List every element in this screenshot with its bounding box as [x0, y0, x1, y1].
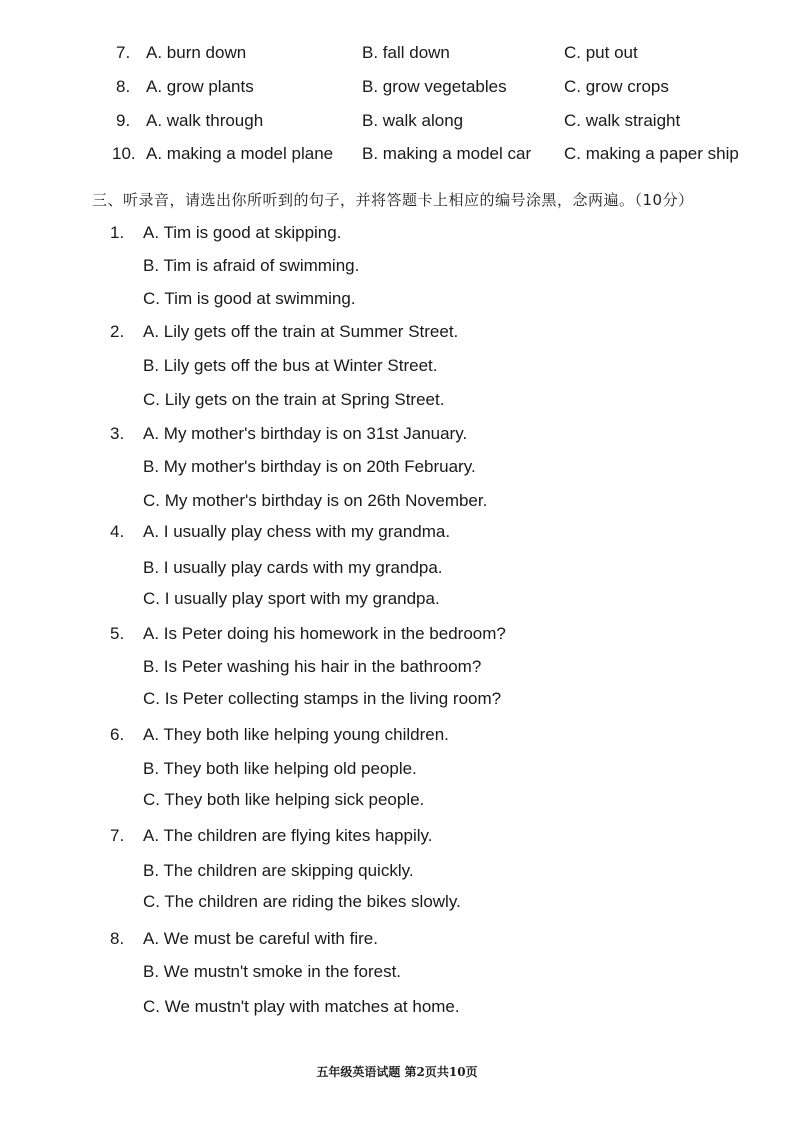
option-c: C. We mustn't play with matches at home.: [143, 997, 460, 1016]
question-number: 6.: [110, 725, 125, 744]
option-c: C. They both like helping sick people.: [143, 790, 425, 809]
option-a: A. walk through: [146, 111, 264, 130]
option-b: B. Tim is afraid of swimming.: [143, 256, 360, 275]
question-number: 2.: [110, 322, 125, 341]
question-number: 7.: [110, 826, 125, 845]
option-a: A. making a model plane: [146, 144, 334, 163]
option-a: A. Is Peter doing his homework in the bedroom?: [143, 624, 506, 643]
option-a: A. My mother's birthday is on 31st January.: [143, 424, 468, 443]
option-c: C. I usually play sport with my grandpa.: [143, 589, 440, 608]
question-number: 3.: [110, 424, 125, 443]
option-c: C. put out: [564, 43, 638, 62]
option-c: C. grow crops: [564, 77, 669, 96]
item-number: 7.: [116, 43, 131, 62]
section-3-title: 三、听录音，请选出你所听到的句子，并将答题卡上相应的编号涂黑，念两遍。（10分）: [92, 191, 694, 209]
item-number: 9.: [116, 111, 131, 130]
item-number: 10.: [112, 144, 136, 163]
option-b: B. The children are skipping quickly.: [143, 861, 414, 880]
option-a: A. I usually play chess with my grandma.: [143, 522, 451, 541]
option-b: B. fall down: [362, 43, 450, 62]
option-a: A. We must be careful with fire.: [143, 929, 378, 948]
option-c: C. Tim is good at swimming.: [143, 289, 356, 308]
option-c: C. making a paper ship: [564, 144, 739, 163]
option-a: A. They both like helping young children.: [143, 725, 449, 744]
item-number: 8.: [116, 77, 131, 96]
option-c: C. Lily gets on the train at Spring Street.: [143, 390, 445, 409]
option-b: B. My mother's birthday is on 20th February.: [143, 457, 476, 476]
option-b: B. Is Peter washing his hair in the bathroom?: [143, 657, 482, 676]
option-b: B. I usually play cards with my grandpa.: [143, 558, 443, 577]
option-a: A. Tim is good at skipping.: [143, 223, 342, 242]
page-footer: 五年级英语试题 第2页共10页: [316, 1065, 478, 1079]
question-number: 5.: [110, 624, 125, 643]
option-c: C. walk straight: [564, 111, 681, 130]
option-c: C. Is Peter collecting stamps in the living room?: [143, 689, 502, 708]
option-a: A. burn down: [146, 43, 247, 62]
option-c: C. The children are riding the bikes slowly.: [143, 892, 461, 911]
option-c: C. My mother's birthday is on 26th November.: [143, 491, 488, 510]
option-b: B. Lily gets off the bus at Winter Street.: [143, 356, 438, 375]
option-b: B. walk along: [362, 111, 464, 130]
option-a: A. grow plants: [146, 77, 254, 96]
option-a: A. The children are flying kites happily.: [143, 826, 433, 845]
option-a: A. Lily gets off the train at Summer Street.: [143, 322, 459, 341]
question-number: 8.: [110, 929, 125, 948]
question-number: 4.: [110, 522, 125, 541]
question-number: 1.: [110, 223, 125, 242]
option-b: B. grow vegetables: [362, 77, 507, 96]
option-b: B. We mustn't smoke in the forest.: [143, 962, 402, 981]
option-b: B. They both like helping old people.: [143, 759, 417, 778]
option-b: B. making a model car: [362, 144, 532, 163]
